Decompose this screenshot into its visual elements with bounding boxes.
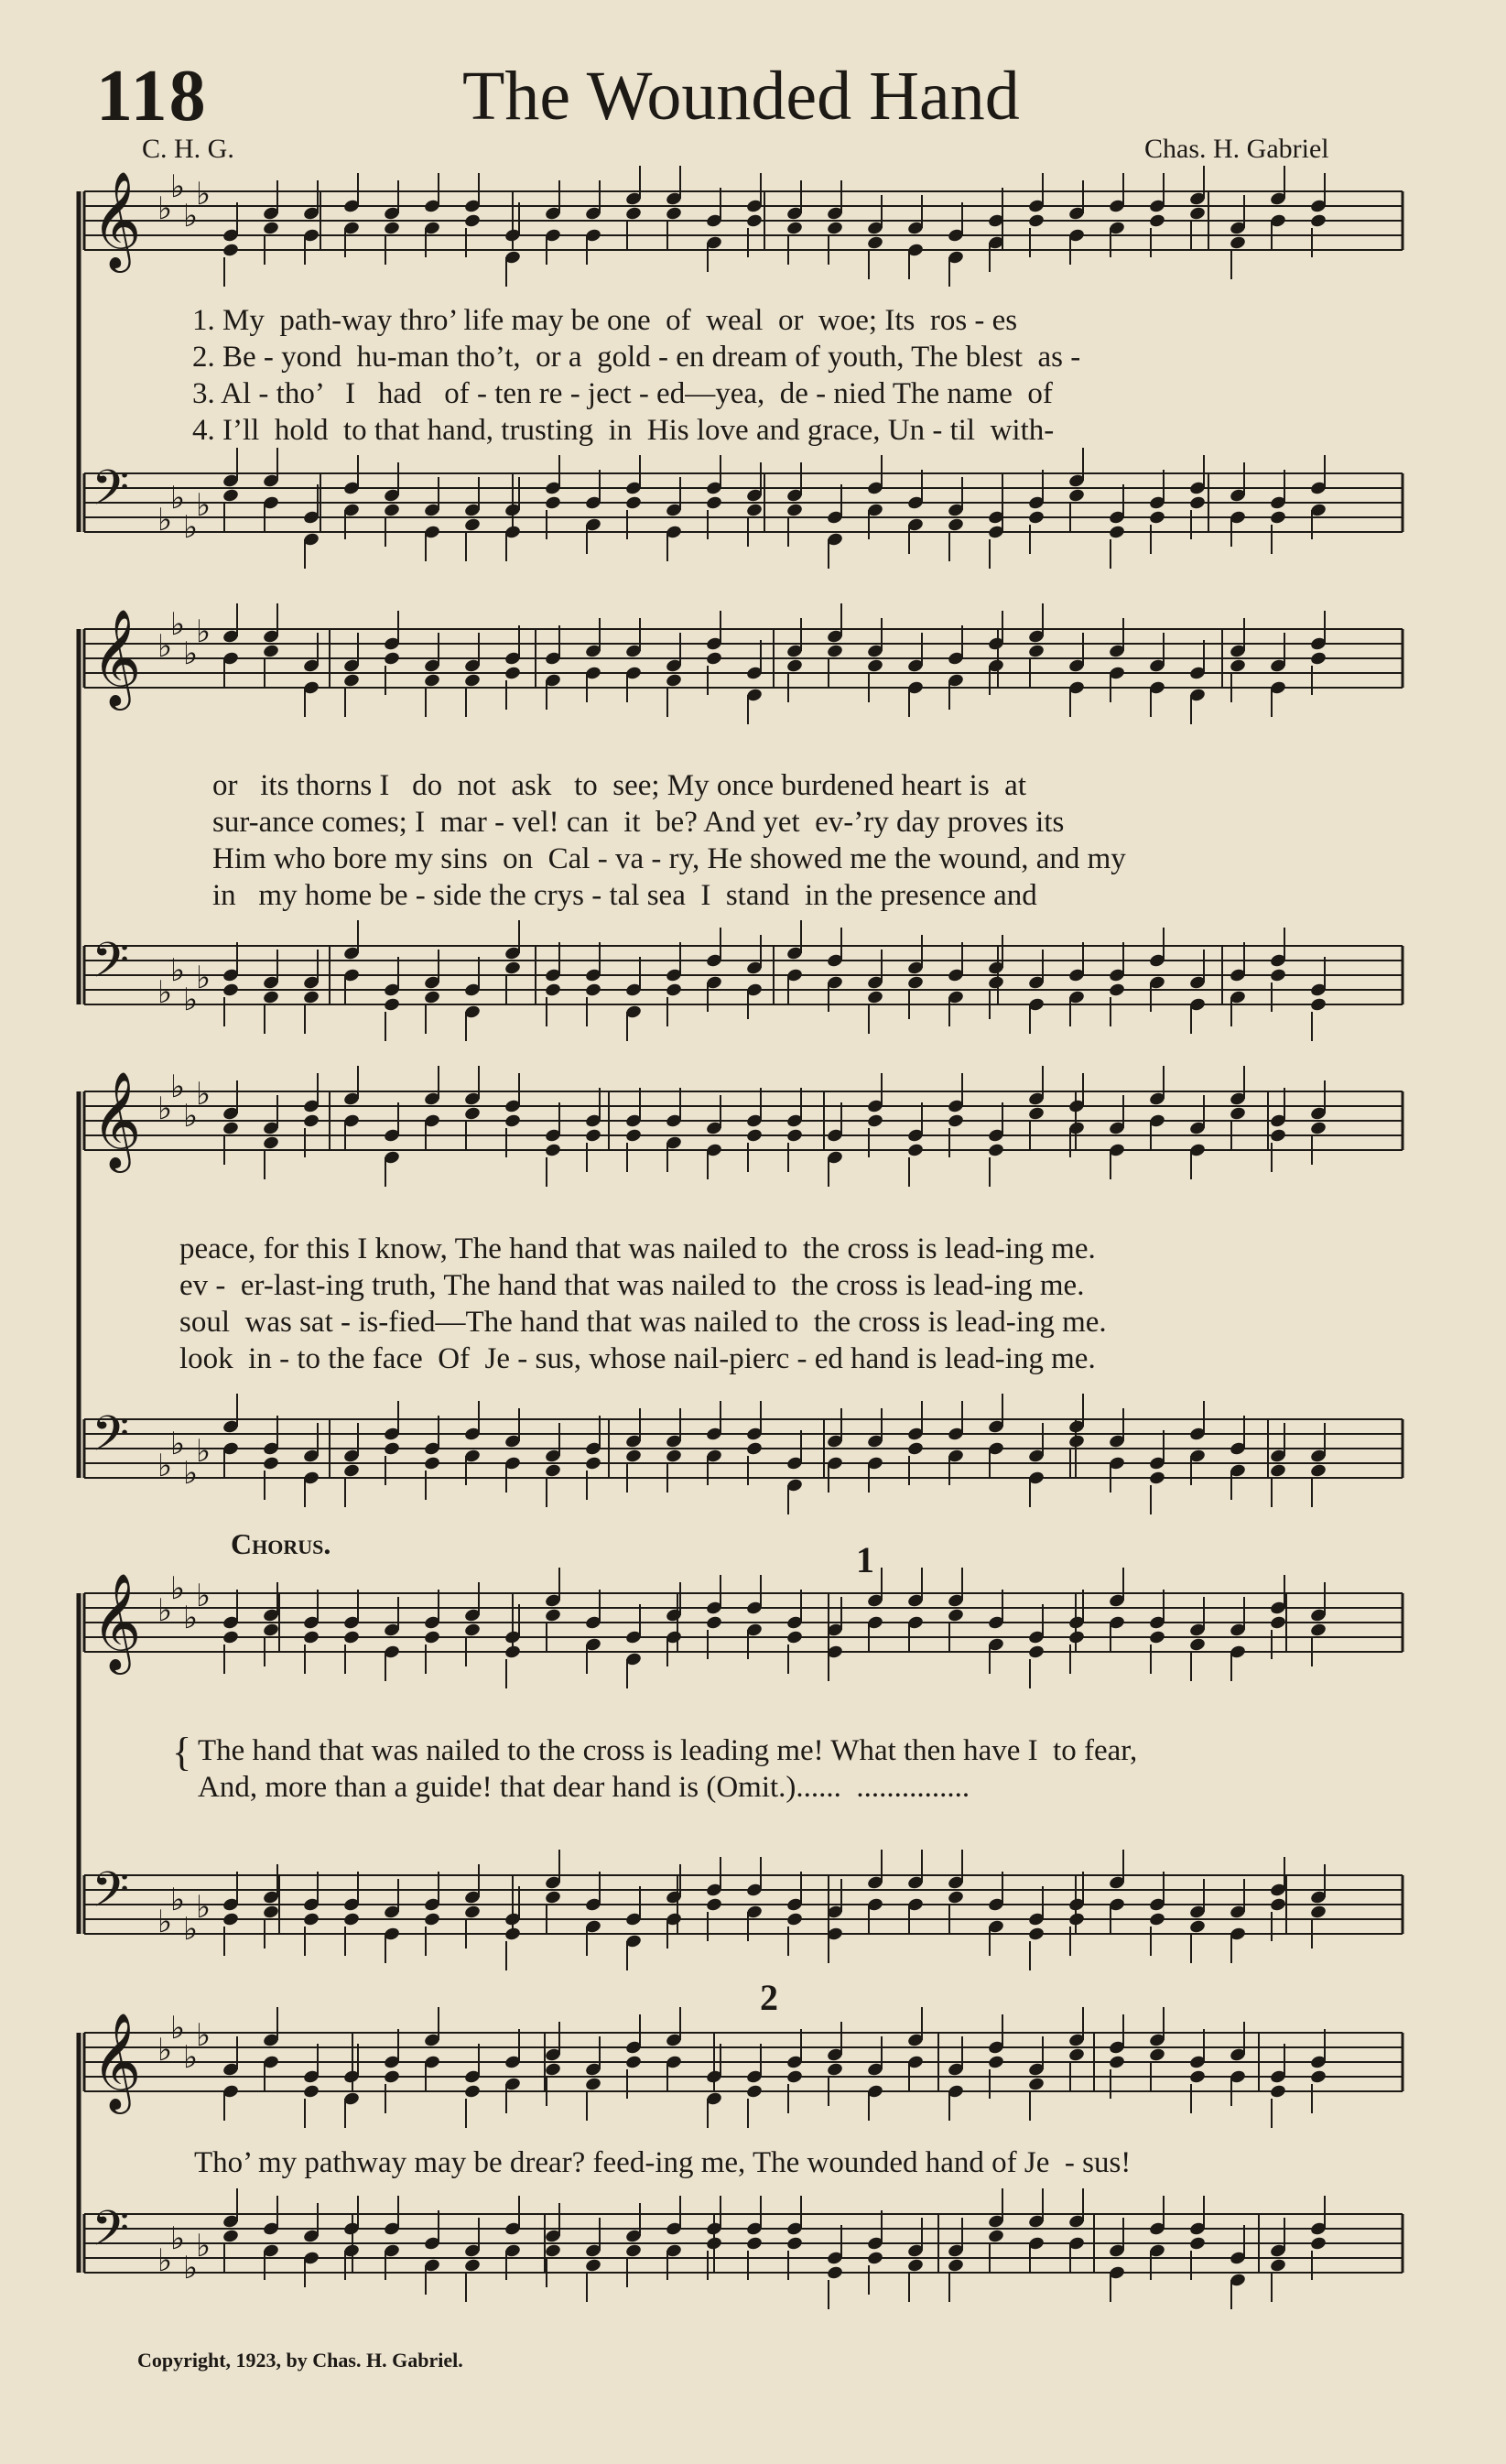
note-head bbox=[786, 2069, 803, 2085]
note-head bbox=[786, 221, 803, 236]
system-1-verse-1: 1. My path-way thro’ life may be one of weal or woe; Its ros - es bbox=[192, 304, 1018, 337]
bass-staff bbox=[84, 2188, 1403, 2309]
note-head bbox=[1188, 1637, 1206, 1653]
note-head bbox=[624, 495, 642, 511]
note-head bbox=[624, 1128, 642, 1144]
note-head bbox=[302, 1113, 320, 1129]
note-head bbox=[1309, 1121, 1327, 1136]
bass-staff bbox=[84, 448, 1403, 569]
note-head bbox=[584, 982, 601, 998]
flat-icon: ♭ bbox=[183, 198, 199, 234]
hymn-number: 118 bbox=[96, 56, 208, 136]
note-head bbox=[665, 982, 682, 998]
chorus-label: Chorus. bbox=[231, 1527, 331, 1560]
system-5-line-1: Tho’ my pathway may be drear? feed-ing me, The wounded hand of Je - sus! bbox=[194, 2146, 1132, 2179]
system-2-verse-3: Him who bore my sins on Cal - va - ry, He showed me the wound, and my bbox=[212, 842, 1126, 875]
note-head bbox=[584, 1456, 601, 1471]
lyric-brace: { bbox=[172, 1730, 192, 1775]
note-head bbox=[624, 2243, 642, 2259]
note-head bbox=[504, 1927, 521, 1942]
note-head bbox=[262, 1905, 279, 1920]
flat-icon: ♭ bbox=[183, 2039, 199, 2076]
note-head bbox=[1067, 1912, 1085, 1927]
note-head bbox=[544, 982, 561, 998]
note-head bbox=[947, 1113, 964, 1129]
note-head bbox=[1309, 2236, 1327, 2252]
flat-icon: ♭ bbox=[196, 960, 211, 996]
note-head bbox=[826, 2062, 843, 2078]
note-head bbox=[906, 1441, 924, 1457]
note-head bbox=[1148, 1912, 1165, 1927]
flat-icon: ♭ bbox=[196, 1433, 211, 1470]
note-head bbox=[1229, 658, 1246, 674]
note-head bbox=[1188, 495, 1206, 511]
flat-icon: ♭ bbox=[170, 168, 186, 205]
note-head bbox=[947, 1890, 964, 1905]
note-head bbox=[1269, 1463, 1286, 1479]
note-head bbox=[1027, 213, 1045, 229]
note-head bbox=[745, 213, 763, 229]
system-3-verse-3: soul was sat - is-fied—The hand that was nailed to the cross is lead-ing me. bbox=[179, 1306, 1107, 1339]
note-head bbox=[705, 495, 722, 511]
note-head bbox=[423, 673, 440, 689]
note-head bbox=[786, 658, 803, 674]
bass-clef-icon: 𝄢 bbox=[92, 1862, 130, 1930]
note-head bbox=[1269, 1615, 1286, 1631]
note-head bbox=[866, 2251, 883, 2266]
note-head bbox=[1309, 1905, 1327, 1920]
note-head bbox=[222, 1630, 239, 1645]
note-head bbox=[544, 1143, 561, 1158]
treble-clef-icon: 𝄞 bbox=[92, 1070, 142, 1168]
flat-icon: ♭ bbox=[170, 2010, 186, 2046]
note-head bbox=[947, 2258, 964, 2274]
note-head bbox=[1148, 2047, 1165, 2063]
note-head bbox=[504, 1644, 521, 1660]
treble-staff bbox=[84, 1066, 1403, 1187]
bass-clef-icon: 𝄢 bbox=[92, 933, 130, 1001]
note-head bbox=[947, 1608, 964, 1623]
note-head bbox=[705, 651, 722, 667]
words-credit: C. H. G. bbox=[142, 134, 234, 164]
system-3-verse-4: look in - to the face Of Je - sus, whose nail-pierc - ed hand is lead-ing me. bbox=[179, 1342, 1096, 1375]
note-head bbox=[624, 1449, 642, 1464]
flat-icon: ♭ bbox=[183, 1911, 199, 1948]
note-head bbox=[1027, 1644, 1045, 1660]
note-head bbox=[423, 1630, 440, 1645]
note-head bbox=[544, 2243, 561, 2259]
bass-clef-icon: 𝄢 bbox=[92, 2201, 130, 2269]
system-1-verse-2: 2. Be - yond hu-man tho’t, or a gold - en dream of youth, The blest as - bbox=[192, 341, 1081, 374]
flat-icon: ♭ bbox=[170, 1570, 186, 1607]
first-ending-number: 1 bbox=[856, 1539, 874, 1580]
system-2-verse-4: in my home be - side the crys - tal sea I stand in the presence and bbox=[212, 879, 1037, 912]
note-head bbox=[222, 2229, 239, 2244]
note-head bbox=[1188, 1919, 1206, 1935]
note-head bbox=[1269, 1897, 1286, 1913]
flat-icon: ♭ bbox=[157, 1091, 173, 1127]
note-head bbox=[745, 2084, 763, 2100]
note-head bbox=[786, 1128, 803, 1144]
note-head bbox=[906, 1143, 924, 1158]
note-head bbox=[342, 1463, 360, 1479]
flat-icon: ♭ bbox=[170, 606, 186, 643]
note-head bbox=[1108, 525, 1125, 540]
note-head bbox=[1309, 2069, 1327, 2085]
note-head bbox=[987, 2055, 1004, 2070]
note-head bbox=[383, 2069, 400, 2085]
bass-staff bbox=[84, 1394, 1403, 1514]
bass-staff bbox=[84, 1850, 1403, 1970]
flat-icon: ♭ bbox=[183, 2250, 199, 2286]
note-head bbox=[705, 1615, 722, 1631]
note-head bbox=[745, 503, 763, 518]
flat-icon: ♭ bbox=[170, 480, 186, 516]
note-head bbox=[262, 1623, 279, 1638]
note-head bbox=[463, 1623, 481, 1638]
note-head bbox=[222, 1912, 239, 1927]
treble-clef-icon: 𝄞 bbox=[92, 170, 142, 268]
flat-icon: ♭ bbox=[170, 2220, 186, 2257]
note-head bbox=[1027, 2077, 1045, 2092]
note-head bbox=[1309, 213, 1327, 229]
note-head bbox=[302, 1912, 320, 1927]
note-head bbox=[463, 517, 481, 533]
note-head bbox=[1108, 2055, 1125, 2070]
treble-staff bbox=[84, 603, 1403, 724]
system-2-verse-1: or its thorns I do not ask to see; My once burdened heart is at bbox=[212, 769, 1026, 802]
flat-icon: ♭ bbox=[157, 502, 173, 538]
note-head bbox=[262, 644, 279, 659]
treble-staff bbox=[84, 2007, 1403, 2128]
note-head bbox=[1067, 2047, 1085, 2063]
flat-icon: ♭ bbox=[183, 1098, 199, 1134]
flat-icon: ♭ bbox=[170, 1882, 186, 1918]
flat-icon: ♭ bbox=[157, 628, 173, 665]
note-head bbox=[1269, 2084, 1286, 2100]
flat-icon: ♭ bbox=[157, 190, 173, 227]
note-head bbox=[1309, 1463, 1327, 1479]
note-head bbox=[584, 1128, 601, 1144]
flat-icon: ♭ bbox=[183, 635, 199, 672]
note-head bbox=[1229, 1106, 1246, 1122]
note-head bbox=[786, 503, 803, 518]
note-head bbox=[1188, 2236, 1206, 2252]
treble-staff bbox=[84, 166, 1403, 287]
note-head bbox=[624, 206, 642, 222]
note-head bbox=[1067, 1434, 1085, 1449]
flat-icon: ♭ bbox=[157, 2032, 173, 2068]
hymn-title: The Wounded Hand bbox=[462, 58, 1020, 135]
note-head bbox=[866, 990, 883, 1005]
flat-icon: ♭ bbox=[170, 1069, 186, 1105]
note-head bbox=[1188, 206, 1206, 222]
note-head bbox=[1148, 1630, 1165, 1645]
note-head bbox=[463, 2258, 481, 2274]
note-head bbox=[342, 1630, 360, 1645]
flat-icon: ♭ bbox=[196, 487, 211, 524]
flat-icon: ♭ bbox=[196, 1578, 211, 1614]
note-head bbox=[504, 1113, 521, 1129]
flat-icon: ♭ bbox=[196, 176, 211, 212]
flat-icon: ♭ bbox=[196, 2017, 211, 2054]
note-head bbox=[1269, 968, 1286, 983]
bass-clef-icon: 𝄢 bbox=[92, 1406, 130, 1474]
note-head bbox=[423, 1912, 440, 1927]
note-head bbox=[383, 997, 400, 1013]
note-head bbox=[1148, 510, 1165, 526]
note-head bbox=[1027, 1927, 1045, 1942]
note-head bbox=[1269, 1128, 1286, 1144]
note-head bbox=[745, 1128, 763, 1144]
note-head bbox=[302, 1630, 320, 1645]
note-head bbox=[423, 990, 440, 1005]
note-head bbox=[705, 2236, 722, 2252]
note-head bbox=[826, 2265, 843, 2281]
note-head bbox=[302, 990, 320, 1005]
note-head bbox=[342, 673, 360, 689]
flat-icon: ♭ bbox=[170, 1426, 186, 1462]
note-head bbox=[544, 1608, 561, 1623]
note-head bbox=[463, 673, 481, 689]
treble-clef-icon: 𝄞 bbox=[92, 608, 142, 706]
note-head bbox=[383, 503, 400, 518]
note-head bbox=[262, 990, 279, 1005]
note-head bbox=[544, 1463, 561, 1479]
music-credit: Chas. H. Gabriel bbox=[1144, 134, 1329, 164]
note-head bbox=[705, 1897, 722, 1913]
note-head bbox=[866, 658, 883, 674]
note-head bbox=[1148, 1471, 1165, 1486]
flat-icon: ♭ bbox=[157, 974, 173, 1011]
note-head bbox=[222, 982, 239, 998]
system-3-verse-2: ev - er-last-ing truth, The hand that was nailed to the cross is lead-ing me. bbox=[179, 1269, 1085, 1302]
flat-icon: ♭ bbox=[157, 2242, 173, 2279]
bass-clef-icon: 𝄢 bbox=[92, 461, 130, 528]
note-head bbox=[222, 1121, 239, 1136]
note-head bbox=[544, 1890, 561, 1905]
note-head bbox=[786, 1912, 803, 1927]
note-head bbox=[584, 2077, 601, 2092]
system-1-verse-4: 4. I’ll hold to that hand, trusting in His love and grace, Un - til with- bbox=[192, 414, 1055, 447]
note-head bbox=[866, 235, 883, 251]
note-head bbox=[624, 2055, 642, 2070]
flat-icon: ♭ bbox=[157, 1448, 173, 1484]
note-head bbox=[826, 221, 843, 236]
note-head bbox=[584, 2258, 601, 2274]
bass-staff bbox=[84, 920, 1403, 1041]
note-head bbox=[826, 644, 843, 659]
treble-clef-icon: 𝄞 bbox=[92, 2012, 142, 2110]
note-head bbox=[947, 517, 964, 533]
note-head bbox=[463, 2084, 481, 2100]
flat-icon: ♭ bbox=[183, 509, 199, 546]
second-ending-number: 2 bbox=[760, 1977, 778, 2018]
note-head bbox=[745, 1441, 763, 1457]
treble-clef-icon: 𝄞 bbox=[92, 1572, 142, 1670]
system-2-verse-2: sur-ance comes; I mar - vel! can it be? And yet ev-’ry day proves its bbox=[212, 806, 1065, 839]
note-head bbox=[262, 221, 279, 236]
flat-icon: ♭ bbox=[183, 1455, 199, 1492]
note-head bbox=[1067, 488, 1085, 504]
note-head bbox=[544, 495, 561, 511]
note-head bbox=[383, 221, 400, 236]
flat-icon: ♭ bbox=[157, 1592, 173, 1629]
flat-icon: ♭ bbox=[183, 982, 199, 1018]
note-head bbox=[786, 1630, 803, 1645]
system-1-verse-3: 3. Al - tho’ I had of - ten re - ject - ed—yea, de - nied The name of bbox=[192, 377, 1053, 410]
note-head bbox=[987, 1143, 1004, 1158]
flat-icon: ♭ bbox=[157, 1904, 173, 1940]
note-head bbox=[262, 1135, 279, 1151]
note-head bbox=[1309, 997, 1327, 1013]
chorus-line-2: And, more than a guide! that dear hand is (Omit.)...... ............... bbox=[198, 1771, 970, 1804]
note-head bbox=[665, 206, 682, 222]
flat-icon: ♭ bbox=[196, 613, 211, 650]
note-head bbox=[504, 961, 521, 976]
note-head bbox=[463, 213, 481, 229]
flat-icon: ♭ bbox=[196, 2228, 211, 2264]
note-head bbox=[786, 2236, 803, 2252]
note-head bbox=[1148, 213, 1165, 229]
note-head bbox=[463, 1905, 481, 1920]
note-head bbox=[262, 1456, 279, 1471]
note-head bbox=[1269, 2258, 1286, 2274]
note-head bbox=[222, 243, 239, 258]
note-head bbox=[302, 2084, 320, 2100]
chorus-line-1: The hand that was nailed to the cross is leading me! What then have I to fear, bbox=[198, 1734, 1138, 1767]
note-head bbox=[423, 1456, 440, 1471]
note-head bbox=[906, 2258, 924, 2274]
note-head bbox=[906, 975, 924, 991]
note-head bbox=[665, 1449, 682, 1464]
note-head bbox=[1027, 1106, 1045, 1122]
note-head bbox=[463, 1106, 481, 1122]
note-head bbox=[383, 1441, 400, 1457]
note-head bbox=[745, 2236, 763, 2252]
copyright-notice: Copyright, 1923, by Chas. H. Gabriel. bbox=[137, 2349, 463, 2372]
note-head bbox=[1229, 235, 1246, 251]
note-head bbox=[383, 651, 400, 667]
system-3-verse-1: peace, for this I know, The hand that was nailed to the cross is lead-ing me. bbox=[179, 1232, 1096, 1265]
note-head bbox=[1309, 1623, 1327, 1638]
note-head bbox=[1309, 651, 1327, 667]
note-head bbox=[665, 673, 682, 689]
note-head bbox=[1027, 510, 1045, 526]
flat-icon: ♭ bbox=[170, 952, 186, 989]
note-head bbox=[544, 2062, 561, 2078]
note-head bbox=[222, 488, 239, 504]
note-head bbox=[1027, 644, 1045, 659]
note-head bbox=[1269, 510, 1286, 526]
note-head bbox=[987, 2229, 1004, 2244]
note-head bbox=[342, 1912, 360, 1927]
flat-icon: ♭ bbox=[183, 1600, 199, 1636]
note-head bbox=[1067, 1630, 1085, 1645]
note-head bbox=[987, 975, 1004, 991]
note-head bbox=[866, 1113, 883, 1129]
flat-icon: ♭ bbox=[196, 1076, 211, 1113]
note-head bbox=[1108, 982, 1125, 998]
note-head bbox=[1188, 2069, 1206, 2085]
note-head bbox=[504, 666, 521, 681]
flat-icon: ♭ bbox=[196, 1889, 211, 1926]
treble-staff bbox=[84, 1568, 1403, 1688]
